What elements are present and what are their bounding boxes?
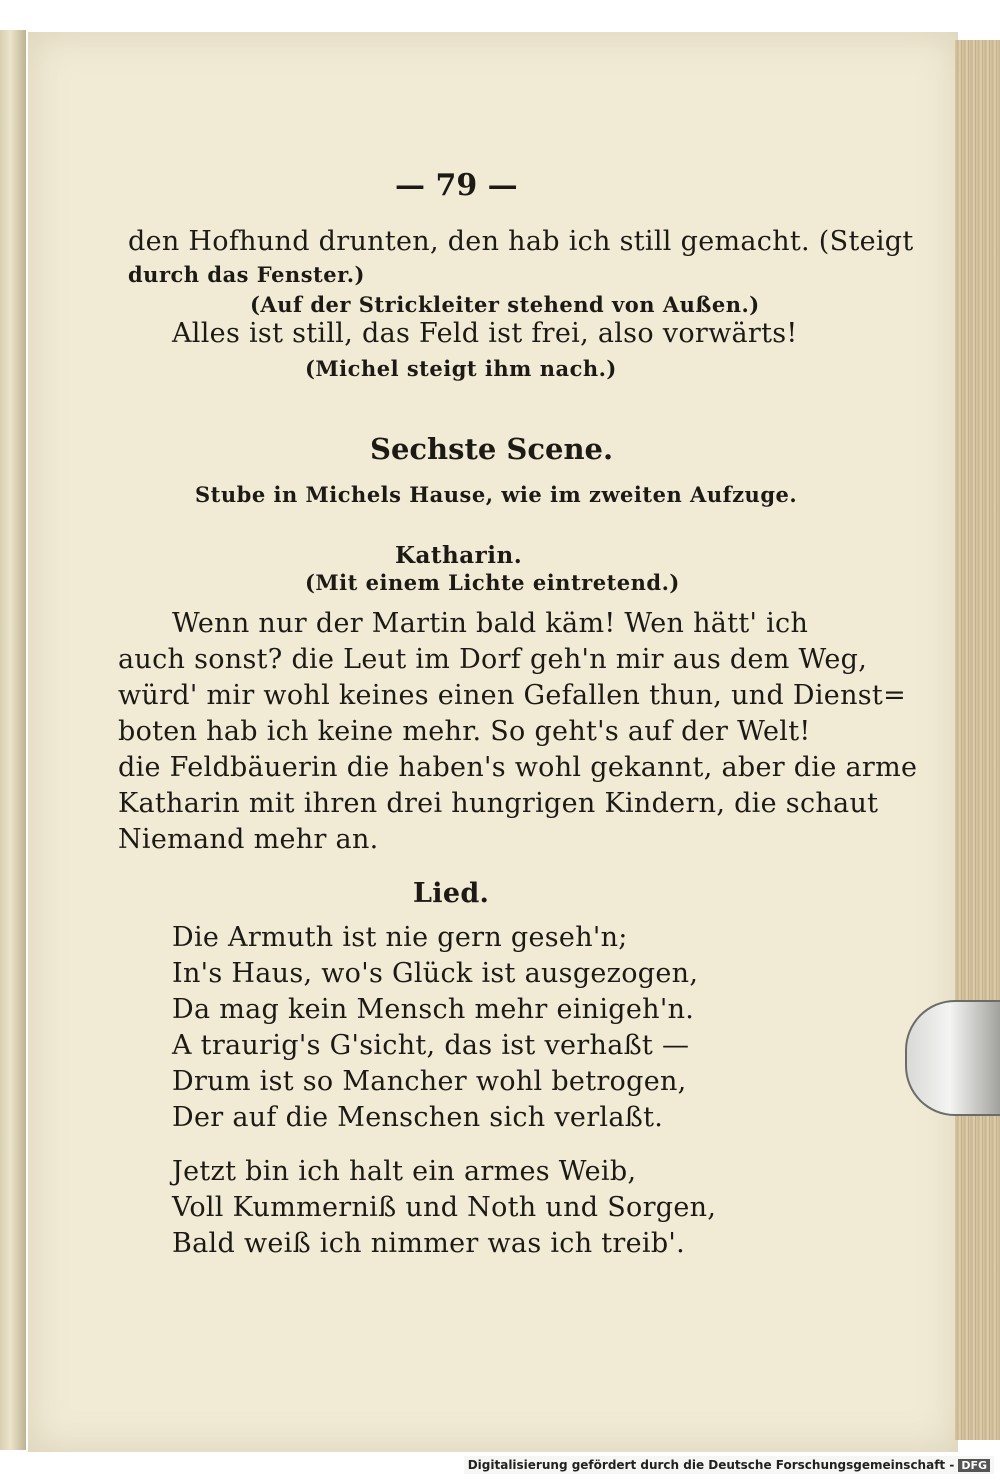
text-line: die Feldbäuerin die haben's wohl gekannt, aber die arme (118, 752, 918, 783)
verse-line: Der auf die Menschen sich verlaßt. (172, 1102, 664, 1133)
text-line: durch das Fenster.) (128, 262, 365, 287)
verse-line: Die Armuth ist nie gern geseh'n; (172, 922, 628, 953)
scene-setting: Stube in Michels Hause, wie im zweiten Aufzuge. (195, 482, 798, 507)
page-number: — 79 — (395, 168, 518, 203)
verse-line: In's Haus, wo's Glück ist ausgezogen, (172, 958, 699, 989)
text-line: den Hofhund drunten, den hab ich still gemacht. (Steigt (128, 226, 914, 257)
dfg-logo: DFG (958, 1459, 990, 1472)
page-clip (905, 1000, 1000, 1116)
text-line: würd' mir wohl keines einen Gefallen thun, und Dienst= (118, 680, 906, 711)
text-line: Katharin mit ihren drei hungrigen Kindern, die schaut (118, 788, 879, 819)
digitization-credit (464, 1456, 994, 1474)
scene-title: Sechste Scene. (370, 432, 614, 466)
verse-line: A traurig's G'sicht, das ist verhaßt — (172, 1030, 690, 1061)
stage-direction: (Michel steigt ihm nach.) (305, 356, 617, 381)
page-stack-edge (955, 40, 1000, 1440)
text-line: Alles ist still, das Feld ist frei, also vorwärts! (172, 318, 798, 349)
text-line: Wenn nur der Martin bald käm! Wen hätt' ich (172, 608, 809, 639)
stage-direction: (Mit einem Lichte eintretend.) (305, 570, 680, 595)
verse-line: Bald weiß ich nimmer was ich treib'. (172, 1228, 686, 1259)
song-title: Lied. (413, 878, 490, 909)
stage-direction: (Auf der Strickleiter stehend von Außen.) (250, 292, 760, 317)
verse-line: Da mag kein Mensch mehr einigeh'n. (172, 994, 695, 1025)
text-line: auch sonst? die Leut im Dorf geh'n mir aus dem Weg, (118, 644, 868, 675)
speaker-name: Katharin. (395, 542, 523, 569)
text-line: boten hab ich keine mehr. So geht's auf der Welt! (118, 716, 811, 747)
text-line: Niemand mehr an. (118, 824, 379, 855)
previous-page-edge (0, 30, 26, 1450)
verse-line: Jetzt bin ich halt ein armes Weib, (172, 1156, 637, 1187)
verse-line: Voll Kummerniß und Noth und Sorgen, (172, 1192, 717, 1223)
credit-text: Digitalisierung gefördert durch die Deutsche Forschungsgemeinschaft - (467, 1458, 955, 1472)
verse-line: Drum ist so Mancher wohl betrogen, (172, 1066, 687, 1097)
